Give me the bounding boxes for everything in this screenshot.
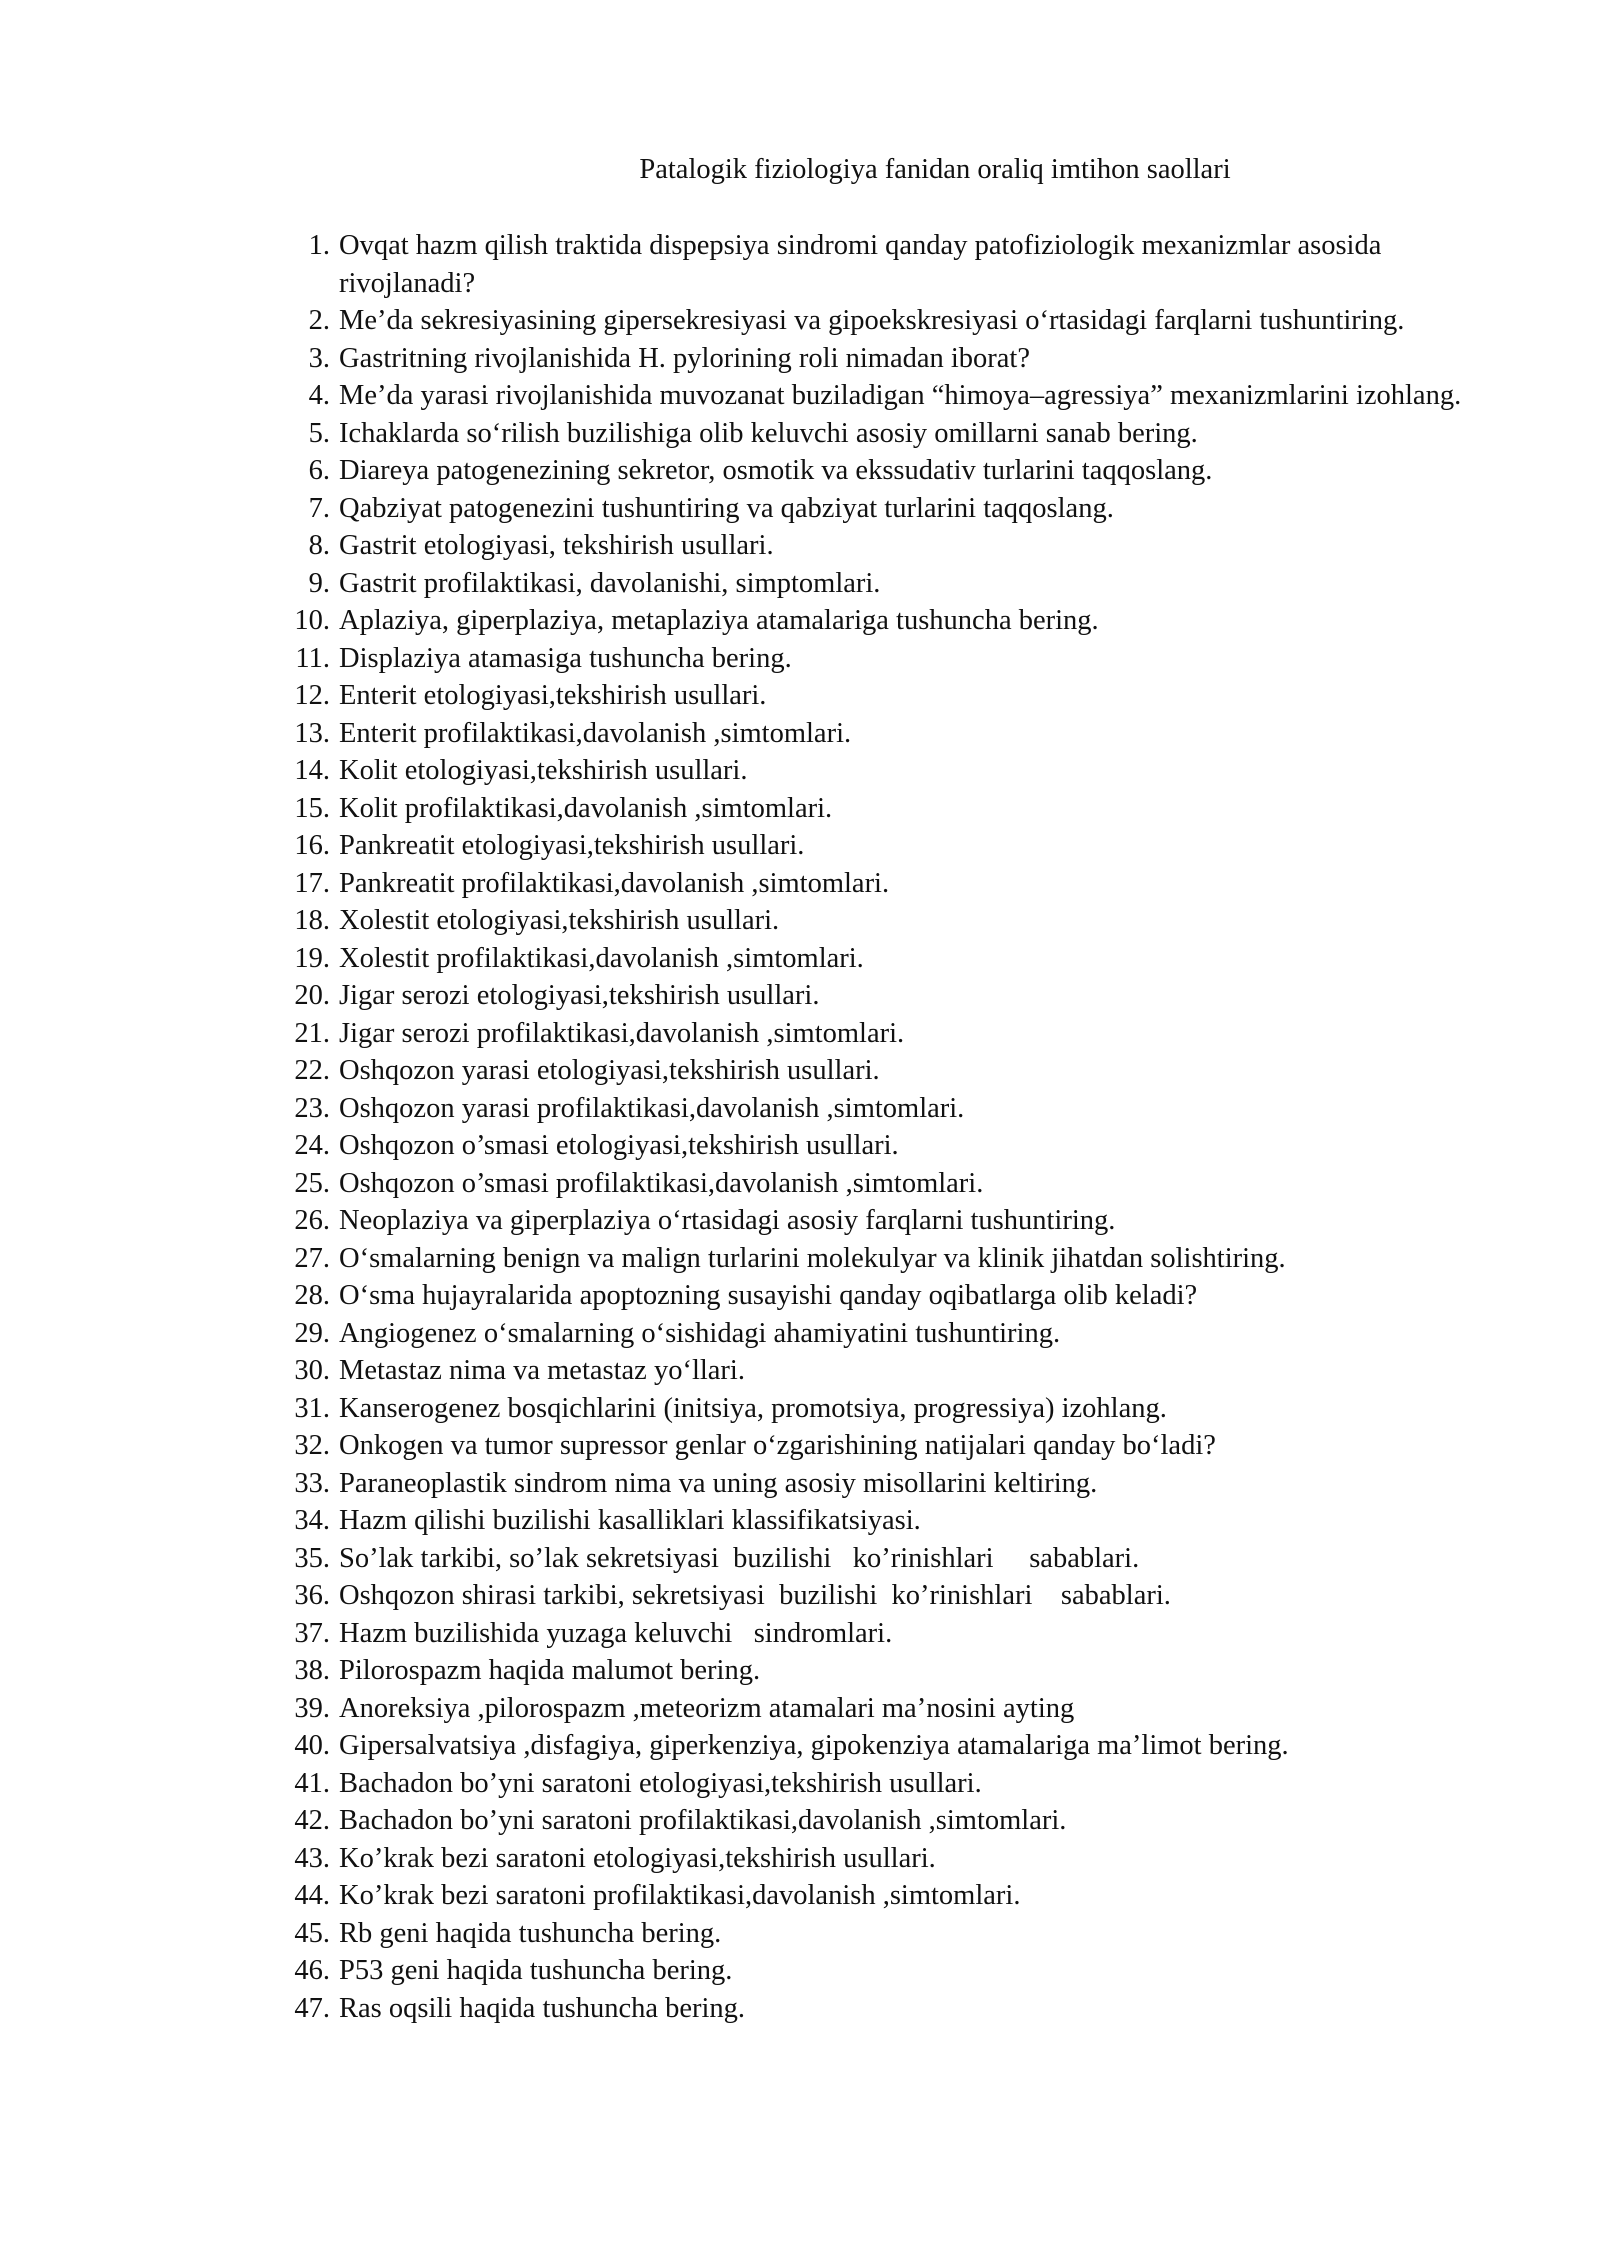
question-number: 5. (308, 417, 330, 449)
question-item (270, 1315, 1490, 1353)
question-number: 42. (294, 1805, 330, 1836)
question-text: Hazm qilishi buzilishi kasalliklari klassifikatsiyasi. (339, 1505, 921, 1536)
question-item (270, 1052, 1490, 1090)
question-number: 23. (294, 1092, 330, 1124)
question-text: Gastrit profilaktikasi, davolanishi, simptomlari. (339, 567, 881, 599)
question-text: Ovqat hazm qilish traktida dispepsiya sindromi qanday patofiziologik mexanizmlar asosida rivojlanadi? (339, 230, 1389, 299)
question-list (270, 227, 1490, 2027)
question-text: Neoplaziya va giperplaziya o‘rtasidagi asosiy farqlarni tushuntiring. (339, 1205, 1116, 1236)
question-text: Xolestit profilaktikasi,davolanish ,simtomlari. (339, 942, 864, 974)
question-text: Oshqozon shirasi tarkibi, sekretsiyasi buzilishi ko’rinishlari sabablari. (339, 1580, 1171, 1611)
question-number: 47. (294, 1992, 330, 2024)
question-item (270, 977, 1490, 1015)
question-item (270, 1277, 1490, 1315)
question-item (270, 602, 1490, 640)
question-item (270, 752, 1490, 790)
question-item (270, 527, 1490, 565)
question-text: Jigar serozi etologiyasi,tekshirish usullari. (339, 980, 820, 1011)
question-text: Rb geni haqida tushuncha bering. (339, 1917, 722, 1949)
question-item (270, 1652, 1490, 1690)
question-text: Enterit profilaktikasi,davolanish ,simtomlari. (339, 717, 852, 749)
question-text: O‘sma hujayralarida apoptozning susayishi qanday oqibatlarga olib keladi? (339, 1280, 1198, 1311)
question-number: 19. (294, 942, 330, 974)
question-number: 2. (308, 305, 330, 336)
question-text: Oshqozon o’smasi etologiyasi,tekshirish usullari. (339, 1130, 899, 1161)
question-item (270, 1727, 1490, 1765)
question-number: 6. (308, 455, 330, 486)
question-text: Kolit profilaktikasi,davolanish ,simtomlari. (339, 792, 833, 824)
question-number: 35. (294, 1542, 330, 1574)
question-item (270, 902, 1490, 940)
question-item (270, 1240, 1490, 1278)
question-text: Qabziyat patogenezini tushuntiring va qabziyat turlarini taqqoslang. (339, 492, 1114, 524)
question-number: 45. (294, 1917, 330, 1949)
question-number: 12. (294, 680, 330, 711)
question-number: 27. (294, 1242, 330, 1274)
question-number: 3. (308, 342, 330, 374)
question-text: Pankreatit etologiyasi,tekshirish usullari. (339, 830, 805, 861)
question-item (270, 565, 1490, 603)
question-text: P53 geni haqida tushuncha bering. (339, 1955, 733, 1986)
question-number: 31. (294, 1392, 330, 1424)
question-number: 38. (294, 1655, 330, 1686)
question-item (270, 1015, 1490, 1053)
question-number: 25. (294, 1167, 330, 1199)
question-text: Enterit etologiyasi,tekshirish usullari. (339, 680, 767, 711)
question-number: 43. (294, 1842, 330, 1874)
question-number: 33. (294, 1467, 330, 1499)
question-item (270, 1127, 1490, 1165)
question-item (270, 1802, 1490, 1840)
question-number: 15. (294, 792, 330, 824)
question-item (270, 1577, 1490, 1615)
question-text: Ras oqsili haqida tushuncha bering. (339, 1992, 746, 2024)
question-number: 16. (294, 830, 330, 861)
question-number: 14. (294, 755, 330, 786)
question-item (270, 1390, 1490, 1428)
question-item (270, 1427, 1490, 1465)
question-item (270, 1765, 1490, 1803)
question-item (270, 1502, 1490, 1540)
question-number: 4. (308, 380, 330, 411)
question-item (270, 790, 1490, 828)
question-item (270, 1165, 1490, 1203)
question-number: 17. (294, 867, 330, 899)
question-text: Oshqozon yarasi profilaktikasi,davolanish ,simtomlari. (339, 1092, 965, 1124)
question-item (270, 1990, 1490, 2028)
question-number: 44. (294, 1880, 330, 1911)
question-item (270, 227, 1490, 302)
question-item (270, 1465, 1490, 1503)
question-text: Gastrit etologiyasi, tekshirish usullari. (339, 530, 774, 561)
question-number: 11. (295, 642, 330, 674)
question-text: Ichaklarda so‘rilish buzilishiga olib keluvchi asosiy omillarni sanab bering. (339, 417, 1198, 449)
question-item (270, 1090, 1490, 1128)
question-number: 40. (294, 1730, 330, 1761)
question-item (270, 377, 1490, 415)
question-number: 37. (294, 1617, 330, 1649)
question-text: Bachadon bo’yni saratoni etologiyasi,tekshirish usullari. (339, 1767, 982, 1799)
question-text: Bachadon bo’yni saratoni profilaktikasi,davolanish ,simtomlari. (339, 1805, 1067, 1836)
question-number: 1. (308, 230, 330, 261)
question-number: 22. (294, 1055, 330, 1086)
question-number: 29. (294, 1317, 330, 1349)
question-text: So’lak tarkibi, so’lak sekretsiyasi buzilishi ko’rinishlari sabablari. (339, 1542, 1140, 1574)
question-text: Pankreatit profilaktikasi,davolanish ,simtomlari. (339, 867, 890, 899)
question-text: Diareya patogenezining sekretor, osmotik va ekssudativ turlarini taqqoslang. (339, 455, 1213, 486)
question-text: Ko’krak bezi saratoni etologiyasi,tekshirish usullari. (339, 1842, 936, 1874)
question-text: Onkogen va tumor supressor genlar o‘zgarishining natijalari qanday bo‘ladi? (339, 1430, 1216, 1461)
question-text: Gastritning rivojlanishida H. pylorining roli nimadan iborat? (339, 342, 1030, 374)
question-text: Metastaz nima va metastaz yo‘llari. (339, 1355, 745, 1386)
question-item (270, 1915, 1490, 1953)
question-item (270, 1840, 1490, 1878)
question-text: Aplaziya, giperplaziya, metaplaziya atamalariga tushuncha bering. (339, 605, 1099, 636)
question-item (270, 1352, 1490, 1390)
question-item (270, 1877, 1490, 1915)
question-number: 26. (294, 1205, 330, 1236)
question-number: 18. (294, 905, 330, 936)
question-number: 8. (308, 530, 330, 561)
question-number: 13. (294, 717, 330, 749)
question-number: 41. (294, 1767, 330, 1799)
question-number: 34. (294, 1505, 330, 1536)
question-item (270, 640, 1490, 678)
question-text: Angiogenez o‘smalarning o‘sishidagi ahamiyatini tushuntiring. (339, 1317, 1061, 1349)
question-text: Me’da yarasi rivojlanishida muvozanat buziladigan “himoya–agressiya” mexanizmlarini izohlang. (339, 380, 1462, 411)
question-item (270, 415, 1490, 453)
question-item (270, 677, 1490, 715)
question-item (270, 865, 1490, 903)
question-text: Displaziya atamasiga tushuncha bering. (339, 642, 792, 674)
question-number: 10. (294, 605, 330, 636)
question-item (270, 1615, 1490, 1653)
question-text: Xolestit etologiyasi,tekshirish usullari. (339, 905, 780, 936)
question-number: 30. (294, 1355, 330, 1386)
question-item (270, 1202, 1490, 1240)
question-text: Ko’krak bezi saratoni profilaktikasi,davolanish ,simtomlari. (339, 1880, 1021, 1911)
question-text: Me’da sekresiyasining gipersekresiyasi va gipoekskresiyasi o‘rtasidagi farqlarni tushuntiring. (339, 305, 1405, 336)
question-text: Kanserogenez bosqichlarini (initsiya, promotsiya, progressiya) izohlang. (339, 1392, 1167, 1424)
question-item (270, 452, 1490, 490)
question-number: 46. (294, 1955, 330, 1986)
question-number: 9. (308, 567, 330, 599)
question-number: 39. (294, 1692, 330, 1724)
question-item (270, 302, 1490, 340)
question-number: 32. (294, 1430, 330, 1461)
question-item (270, 1952, 1490, 1990)
question-text: Oshqozon o’smasi profilaktikasi,davolanish ,simtomlari. (339, 1167, 984, 1199)
question-text: Hazm buzilishida yuzaga keluvchi sindromlari. (339, 1617, 893, 1649)
question-text: Kolit etologiyasi,tekshirish usullari. (339, 755, 748, 786)
question-item (270, 715, 1490, 753)
question-number: 7. (308, 492, 330, 524)
question-text: Anoreksiya ,pilorospazm ,meteorizm atamalari ma’nosini ayting (339, 1692, 1075, 1724)
question-text: Jigar serozi profilaktikasi,davolanish ,simtomlari. (339, 1017, 905, 1049)
question-number: 21. (294, 1017, 330, 1049)
question-item (270, 340, 1490, 378)
question-item (270, 940, 1490, 978)
question-text: Pilorospazm haqida malumot bering. (339, 1655, 761, 1686)
question-text: O‘smalarning benign va malign turlarini molekulyar va klinik jihatdan solishtiring. (339, 1242, 1286, 1274)
question-number: 28. (294, 1280, 330, 1311)
question-text: Oshqozon yarasi etologiyasi,tekshirish usullari. (339, 1055, 880, 1086)
question-text: Gipersalvatsiya ,disfagiya, giperkenziya, gipokenziya atamalariga ma’limot bering. (339, 1730, 1289, 1761)
question-item (270, 1540, 1490, 1578)
question-number: 36. (294, 1580, 330, 1611)
question-number: 24. (294, 1130, 330, 1161)
question-number: 20. (294, 980, 330, 1011)
question-item (270, 490, 1490, 528)
question-item (270, 827, 1490, 865)
question-text: Paraneoplastik sindrom nima va uning asosiy misollarini keltiring. (339, 1467, 1098, 1499)
question-item (270, 1690, 1490, 1728)
document-title: Patalogik fiziologiya fanidan oraliq imtihon saollari (639, 154, 1231, 185)
